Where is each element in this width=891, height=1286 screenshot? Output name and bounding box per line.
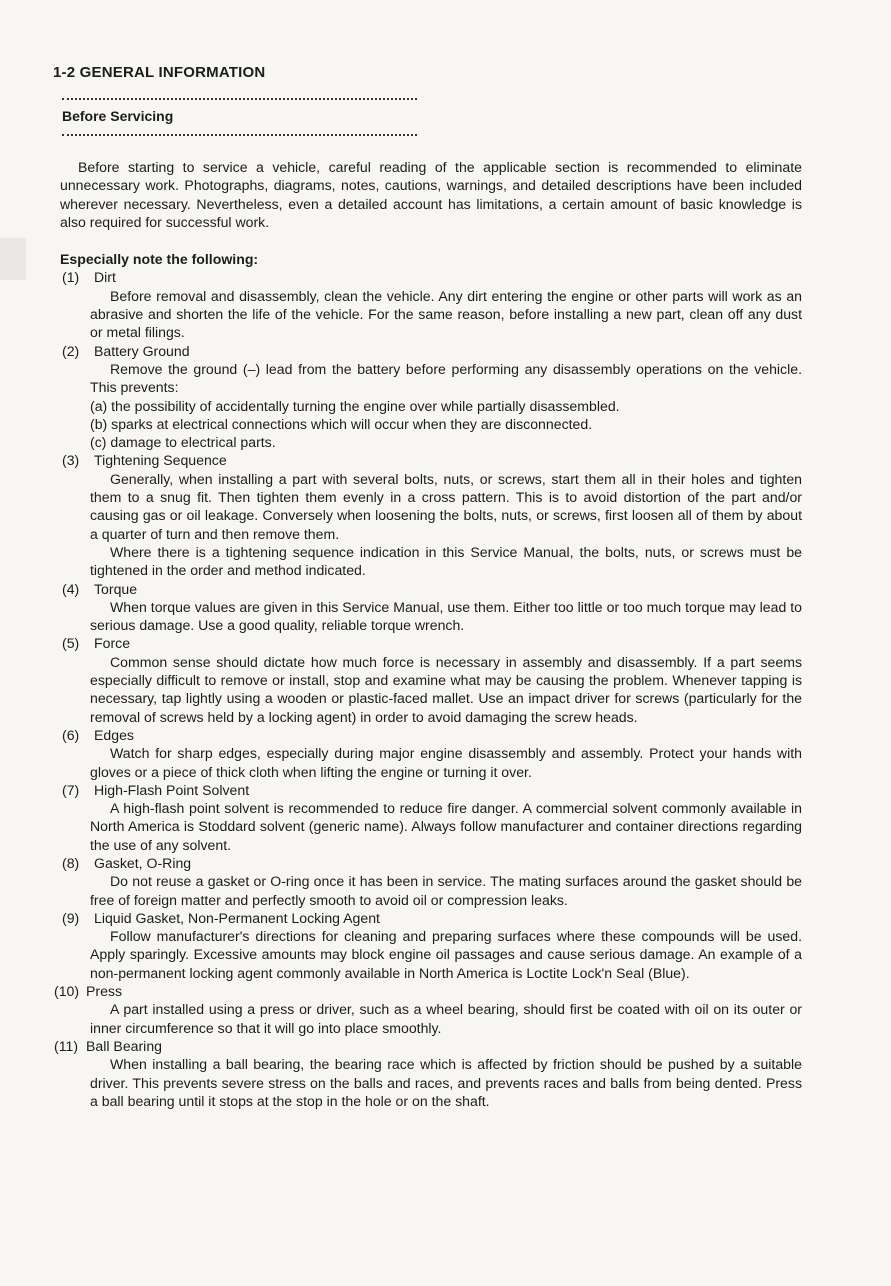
sub-item: (a) the possibility of accidentally turning the engine over while partially disassembled.	[90, 397, 620, 414]
list-item	[60, 634, 802, 725]
item-heading	[60, 726, 802, 744]
item-title: Gasket, O-Ring	[94, 854, 192, 871]
item-paragraph: A part installed using a press or driver, such as a wheel bearing, should first be coated with oil on its outer or inner circumference so that it will go into place smoothly.	[90, 1001, 802, 1036]
intro-paragraph: Before starting to service a vehicle, careful reading of the applicable section is recommended to eliminate unnecessary work. Photographs, diagrams, notes, cautions, warnings, and detailed descriptions have been included wherever necessary. Nevertheless, even a detailed account has limitations, a certain amount of basic knowledge is also required for successful work.	[60, 159, 802, 230]
item-paragraph: When installing a ball bearing, the bearing race which is affected by friction should be pushed by a suitable driver. This prevents severe stress on the balls and races, and prevents races and balls from being dented. Press a ball bearing until it stops at the stop in the hole or on the shaft.	[90, 1056, 802, 1109]
list-item	[54, 982, 802, 1037]
item-heading	[60, 580, 802, 598]
item-title: Force	[94, 635, 131, 652]
item-body	[90, 653, 802, 726]
list-item	[60, 726, 802, 781]
list-item	[54, 1037, 802, 1110]
item-heading	[60, 451, 802, 469]
item-title: Battery Ground	[94, 342, 190, 359]
item-title: Ball Bearing	[86, 1037, 162, 1054]
item-title: Edges	[94, 726, 134, 743]
item-list	[54, 268, 802, 1110]
list-item	[60, 580, 802, 635]
list-item	[60, 451, 802, 579]
list-item	[60, 268, 802, 341]
item-body	[90, 598, 802, 635]
item-body	[90, 927, 802, 982]
item-number: (9)	[62, 909, 80, 926]
dotted-rule-bottom	[62, 134, 417, 138]
item-number: (1)	[62, 269, 80, 286]
item-number: (7)	[62, 781, 80, 798]
item-number: (4)	[62, 580, 80, 597]
content-body	[54, 158, 802, 1110]
item-body	[90, 1000, 802, 1037]
item-number: (10)	[54, 983, 80, 1000]
section-title: Before Servicing	[62, 108, 174, 124]
item-paragraph: Watch for sharp edges, especially during major engine disassembly and assembly. Protect your hands with gloves or a piece of thick cloth when lifting the engine or turning it over.	[90, 745, 802, 780]
item-number: (6)	[62, 726, 80, 743]
item-heading	[60, 909, 802, 927]
sub-item: (c) damage to electrical parts.	[90, 434, 276, 451]
list-item	[60, 854, 802, 909]
item-heading	[60, 854, 802, 872]
item-paragraph: When torque values are given in this Service Manual, use them. Either too little or too much torque may lead to serious damage. Use a good quality, reliable torque wrench.	[90, 598, 802, 634]
item-heading	[60, 781, 802, 799]
item-heading	[60, 634, 802, 652]
edge-tab-mark	[0, 238, 26, 280]
item-body	[90, 744, 802, 781]
list-item	[60, 909, 802, 982]
item-body	[90, 287, 802, 342]
page-header: 1-2 GENERAL INFORMATION	[53, 64, 266, 81]
item-title: High-Flash Point Solvent	[94, 781, 250, 798]
item-body	[90, 360, 802, 451]
list-item	[60, 342, 802, 452]
dotted-rule-top	[62, 98, 417, 102]
item-paragraph: Generally, when installing a part with several bolts, nuts, or screws, start them all in their holes and tighten them to a snug fit. Then tighten them evenly in a cross pattern. This is to avoid distortion of the part and/or causing gas or oil leakage. Conversely when loosening the bolts, nuts, or screws, first loosen all of them by about a quarter of turn and then remove them.	[90, 470, 802, 542]
item-paragraph: Do not reuse a gasket or O-ring once it has been in service. The mating surfaces around the gasket should be free of foreign matter and perfectly smooth to avoid oil or compression leaks.	[90, 873, 802, 908]
item-paragraph: Remove the ground (–) lead from the battery before performing any disassembly operations on the vehicle. This prevents:	[90, 360, 802, 396]
item-number: (8)	[62, 854, 80, 871]
item-paragraph: A high-flash point solvent is recommended to reduce fire danger. A commercial solvent commonly available in North America is Stoddard solvent (generic name). Always follow manufacturer and container directions regarding the use of any solvent.	[90, 800, 802, 853]
item-heading	[54, 1037, 802, 1055]
item-heading	[60, 268, 802, 286]
item-number: (2)	[62, 342, 80, 359]
item-title: Tightening Sequence	[94, 452, 227, 469]
item-paragraph: Common sense should dictate how much force is necessary in assembly and disassembly. If a part seems especially difficult to remove or install, stop and examine what may be causing the problem. Whenever tapping is necessary, tap lightly using a wooden or plastic-faced mallet. Use an impact driver for screws (particularly for the removal of screws held by a locking agent) in order to avoid damaging the screw heads.	[90, 653, 802, 725]
item-body	[90, 470, 802, 580]
note-heading: Especially note the following:	[60, 251, 259, 268]
item-number: (11)	[54, 1037, 79, 1054]
item-paragraph: Before removal and disassembly, clean the vehicle. Any dirt entering the engine or other parts will work as an abrasive and shorten the life of the vehicle. For the same reason, before installing a new part, clean off any dust or metal filings.	[90, 287, 802, 341]
item-number: (5)	[62, 635, 80, 652]
item-heading	[60, 342, 802, 360]
item-body	[90, 799, 802, 854]
item-paragraph: Where there is a tightening sequence indication in this Service Manual, the bolts, nuts, or screws must be tightened in the order and method indicated.	[90, 543, 802, 579]
item-paragraph: Follow manufacturer's directions for cleaning and preparing surfaces where these compounds will be used. Apply sparingly. Excessive amounts may block engine oil passages and cause serious damage. An example of a non-permanent locking agent commonly available in North America is Loctite Lock'n Seal (Blue).	[90, 928, 802, 981]
item-heading	[54, 982, 802, 1000]
item-title: Liquid Gasket, Non-Permanent Locking Agent	[94, 909, 380, 926]
list-item	[60, 781, 802, 854]
item-title: Dirt	[94, 269, 116, 286]
item-body	[90, 1055, 802, 1110]
item-title: Torque	[94, 580, 138, 597]
item-number: (3)	[62, 452, 80, 469]
sub-item: (b) sparks at electrical connections which will occur when they are disconnected.	[90, 415, 593, 432]
item-title: Press	[86, 983, 123, 1000]
item-body	[90, 872, 802, 909]
